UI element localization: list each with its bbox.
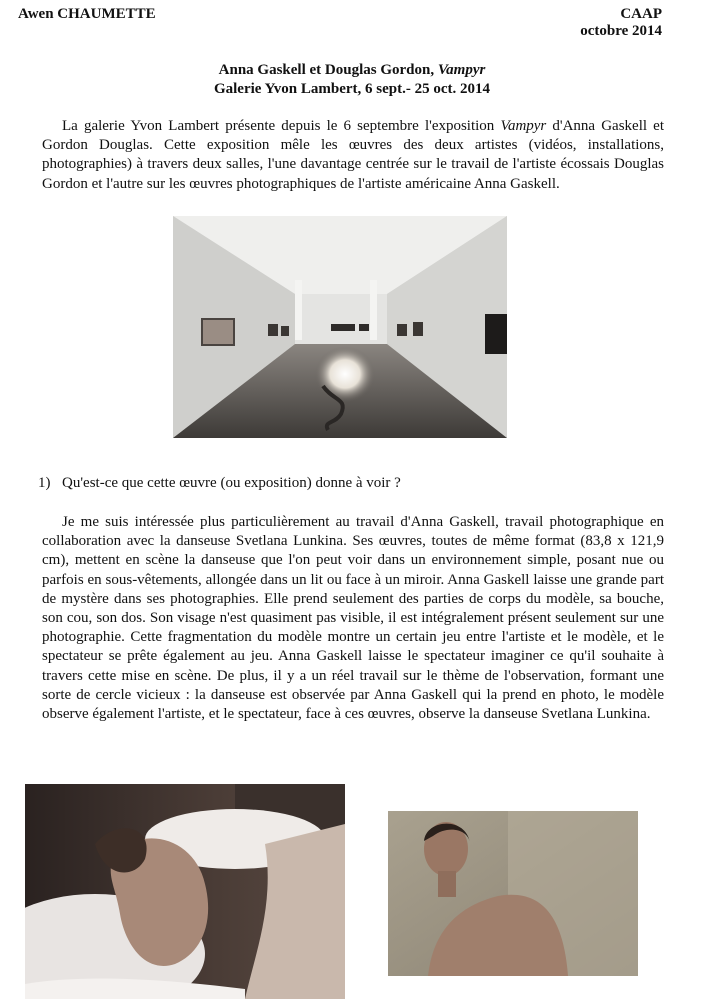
document-title [0,61,704,99]
header-right [580,6,662,40]
photo-model-over-shoulder [388,811,638,976]
title-line-1 [0,61,704,80]
document-date: octobre 2014 [580,23,662,39]
question-text: Qu'est-ce que cette œuvre (ou exposition) donne à voir ? [62,475,401,491]
author-name: Awen CHAUMETTE [18,6,156,22]
intro-text-1: La galerie Yvon Lambert présente depuis le 6 septembre l'exposition [62,118,501,134]
intro-paragraph [42,117,664,194]
answer-paragraph: Je me suis intéressée plus particulièrement au travail d'Anna Gaskell, travail photographique en collaboration avec la danseuse Svetlana Lunkina. Ses œuvres, toutes de même format (83,8 x 121,9 cm), mettent en scène la danseuse que l'on peut voir dans un environnement simple, posant nue ou parfois en sous-vêtements, allongée dans un lit ou face à un miroir. Anna Gaskell laisse une grande part de mystère dans ses photographies. Elle prend seulement des parties de corps du modèle, sa bouche, son cou, son dos. Son visage n'est quasiment pas visible, il est intégralement présent seulement sur une photographie. Cette fragmentation du modèle montre un certain jeu entre l'artiste et le modèle, et le spectateur se prête également au jeu. Anna Gaskell laisse le spectateur imaginer ce qu'il souhaite à travers cette mise en scène. De plus, il y a un réel travail sur le thème de l'observation, formant une sorte de cercle vicieux : la danseuse est observée par Anna Gaskell qui la prend en photo, le modèle observe également l'artiste, et le spectateur, face à ces œuvres, observe la danseuse Svetlana Lunkina. [42,514,664,723]
intro-work-title: Vampyr [500,118,547,134]
photo-model-in-bed [25,784,345,999]
question-1 [38,475,401,492]
title-work: Vampyr [437,62,486,78]
gallery-installation-photo [173,216,507,438]
question-number: 1) [38,475,51,491]
title-artists: Anna Gaskell et Douglas Gordon, [218,62,438,78]
intro-text-2: d'Anna Gaskell et Gordon Douglas. Cette exposition mêle les œuvres des deux artistes (vidéos, installations, photographies) à travers deux salles, l'une davantage centrée sur le travail de l'artiste écossais Douglas Gordon et l'autre sur les œuvres photographiques de l'artiste américaine Anna Gaskell. [42,118,664,192]
course-label: CAAP [620,6,662,22]
title-line-2: Galerie Yvon Lambert, 6 sept.- 25 oct. 2014 [213,81,491,97]
